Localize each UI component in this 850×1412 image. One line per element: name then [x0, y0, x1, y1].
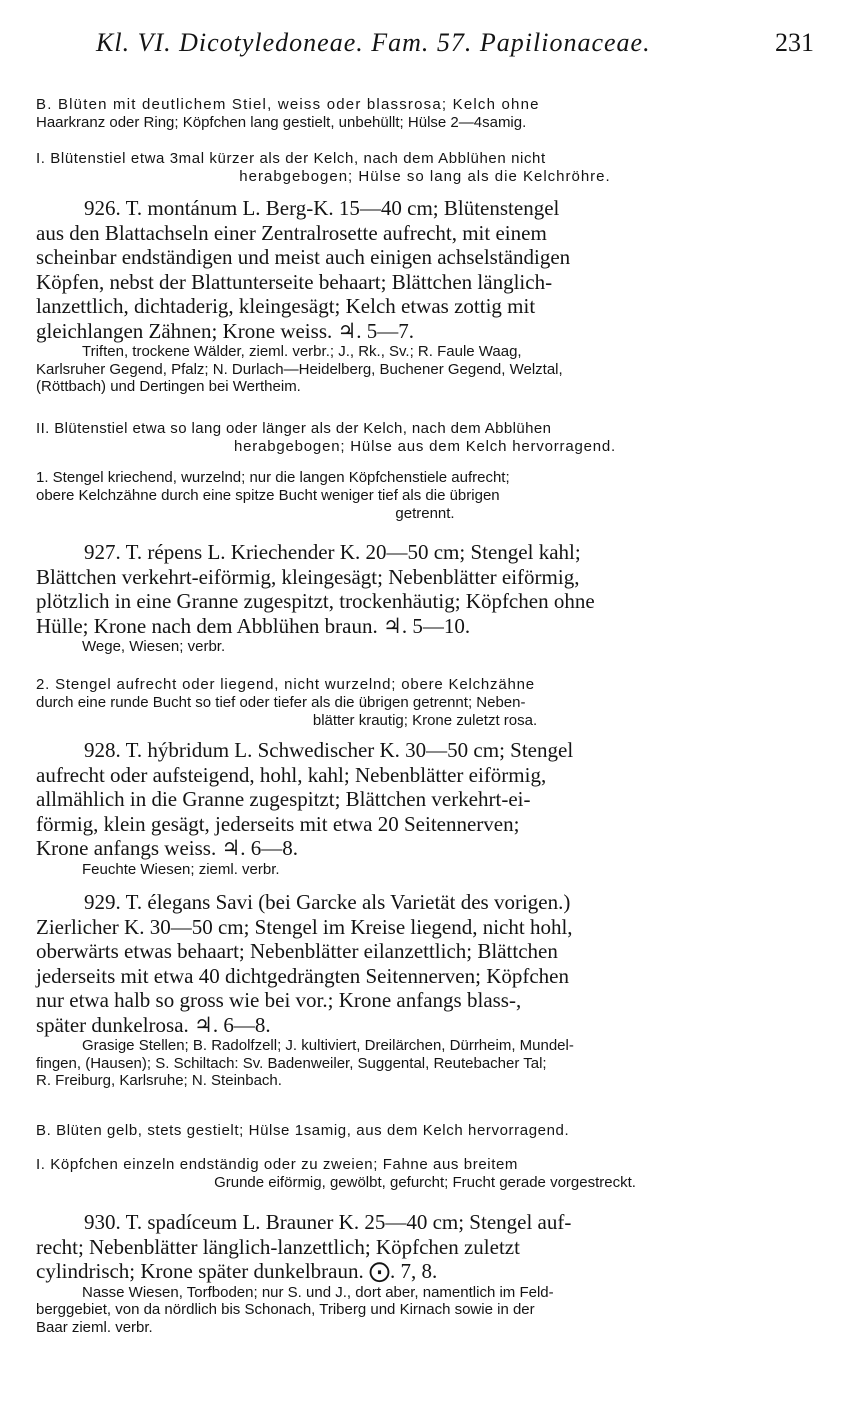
page: [36, 28, 814, 1336]
species-930-locality3: Baar zieml. verbr.: [36, 1318, 153, 1336]
species-929-locality2: fingen, (Hausen); S. Schiltach: Sv. Badenweiler, Suggental, Reutebacher Tal;: [36, 1054, 547, 1072]
key-1-line2: obere Kelchzähne durch eine spitze Bucht weniger tief als die übrigen: [36, 487, 500, 504]
species-926-line2: aus den Blattachseln einer Zentralrosette aufrecht, mit einem: [36, 220, 547, 245]
species-928-line4: förmig, klein gesägt, jederseits mit etwa 20 Seitennerven;: [36, 811, 520, 836]
species-927-line4: Hülle; Krone nach dem Abblühen braun. ♃. 5—10.: [36, 613, 471, 638]
species-926-line6: gleichlangen Zähnen; Krone weiss. ♃. 5—7.: [36, 318, 415, 343]
species-926-locality3: (Röttbach) und Dertingen bei Wertheim.: [36, 378, 301, 395]
species-929-line3: oberwärts etwas behaart; Nebenblätter eilanzettlich; Blättchen: [36, 939, 558, 963]
species-926-line4: Köpfen, nebst der Blattunterseite behaart; Blättchen länglich-: [36, 269, 553, 294]
running-header: [36, 28, 814, 68]
key-1-line1: 1. Stengel kriechend, wurzelnd; nur die langen Köpfchenstiele aufrecht;: [36, 469, 510, 486]
species-929-line6: später dunkelrosa. ♃. 6—8.: [36, 1012, 271, 1037]
key-2-line1: 2. Stengel aufrecht oder liegend, nicht wurzelnd; obere Kelchzähne: [36, 676, 535, 693]
key-b-line2: Haarkranz oder Ring; Köpfchen lang gestielt, unbehüllt; Hülse 2—4samig.: [36, 114, 527, 131]
key-i-line1: I. Blütenstiel etwa 3mal kürzer als der Kelch, nach dem Abblühen nicht: [36, 150, 546, 167]
species-928-line1: 928. T. hýbridum L. Schwedischer K. 30—50 cm; Stengel: [84, 738, 574, 762]
species-926-line3: scheinbar endständigen und meist auch einigen achselständigen: [36, 245, 571, 269]
species-927-line1: 927. T. répens L. Kriechender K. 20—50 cm; Stengel kahl;: [84, 540, 581, 564]
species-930-line1: 930. T. spadíceum L. Brauner K. 25—40 cm; Stengel auf-: [84, 1210, 572, 1234]
species-930: [36, 1210, 814, 1336]
species-929-locality3: R. Freiburg, Karlsruhe; N. Steinbach.: [36, 1072, 282, 1089]
species-928-line2: aufrecht oder aufsteigend, hohl, kahl; Nebenblätter eiförmig,: [36, 762, 547, 787]
species-930-locality1: Nasse Wiesen, Torfboden; nur S. und J., dort aber, namentlich im Feld-: [82, 1283, 554, 1301]
species-927-locality1: Wege, Wiesen; verbr.: [82, 638, 226, 655]
key-i-line2: herabgebogen; Hülse so lang als die Kelchröhre.: [239, 168, 611, 185]
species-930-line2: recht; Nebenblätter länglich-lanzettlich; Köpfchen zuletzt: [36, 1234, 520, 1259]
species-926: [36, 196, 814, 396]
key-ii-line2: herabgebogen; Hülse aus dem Kelch hervorragend.: [234, 438, 616, 455]
species-928-locality1: Feuchte Wiesen; zieml. verbr.: [82, 860, 280, 878]
species-926-line5: lanzettlich, dichtaderig, kleingesägt; Kelch etwas zottig mit: [36, 294, 536, 318]
key-1: [36, 469, 814, 523]
key-2-line2: durch eine runde Bucht so tief oder tiefer als die übrigen getrennt; Neben-: [36, 694, 526, 711]
species-928-line5: Krone anfangs weiss. ♃. 6—8.: [36, 836, 299, 860]
species-927: [36, 540, 814, 656]
species-929-line4: jederseits mit etwa 40 dichtgedrängten Seitennerven; Köpfchen: [36, 963, 569, 988]
species-928-line3: allmählich in die Granne zugespitzt; Blättchen verkehrt-ei-: [36, 787, 531, 811]
key-ii-line1: II. Blütenstiel etwa so lang oder länger als der Kelch, nach dem Abblühen: [36, 420, 552, 437]
key-ii: [36, 420, 814, 456]
species-929-line2: Zierlicher K. 30—50 cm; Stengel im Kreise liegend, nicht hohl,: [36, 914, 573, 939]
key-2-line3: blätter krautig; Krone zuletzt rosa.: [312, 712, 538, 729]
species-930-line3: cylindrisch; Krone später dunkelbraun. ⨀. 7, 8.: [36, 1259, 438, 1283]
species-929: [36, 890, 814, 1090]
species-929-line5: nur etwa halb so gross wie bei vor.; Krone anfangs blass-,: [36, 988, 522, 1012]
species-926-line1: 926. T. montánum L. Berg-K. 15—40 cm; Blütenstengel: [84, 196, 560, 220]
header-title: Kl. VI. Dicotyledoneae. Fam. 57. Papilionaceae.: [96, 28, 651, 57]
key-b-yellow: [36, 1122, 814, 1140]
species-927-line3: plötzlich in eine Granne zugespitzt, trockenhäutig; Köpfchen ohne: [36, 589, 595, 613]
key-2: [36, 676, 814, 730]
species-928: [36, 738, 814, 878]
key-b-line1: B. Blüten mit deutlichem Stiel, weiss oder blassrosa; Kelch ohne: [36, 96, 540, 113]
key-1-line3: getrennt.: [395, 505, 455, 522]
species-926-locality2: Karlsruher Gegend, Pfalz; N. Durlach—Heidelberg, Buchener Gegend, Welztal,: [36, 360, 563, 378]
species-929-locality1: Grasige Stellen; B. Radolfzell; J. kultiviert, Dreilärchen, Dürrheim, Mundel-: [82, 1037, 574, 1054]
key-i: [36, 150, 814, 186]
key-i-yellow-line2: Grunde eiförmig, gewölbt, gefurcht; Frucht gerade vorgestreckt.: [214, 1174, 636, 1191]
species-930-locality2: berggebiet, von da nördlich bis Schonach, Triberg und Kirnach sowie in der: [36, 1301, 535, 1318]
key-b: [36, 96, 814, 132]
key-i-yellow-line1: I. Köpfchen einzeln endständig oder zu zweien; Fahne aus breitem: [36, 1156, 519, 1173]
key-i-yellow: [36, 1156, 814, 1192]
page-number: 231: [775, 28, 814, 57]
species-926-locality1: Triften, trockene Wälder, zieml. verbr.; J., Rk., Sv.; R. Faule Waag,: [82, 343, 522, 360]
key-b-yellow-line1: B. Blüten gelb, stets gestielt; Hülse 1samig, aus dem Kelch hervorragend.: [36, 1122, 570, 1139]
species-929-line1: 929. T. élegans Savi (bei Garcke als Varietät des vorigen.): [84, 890, 571, 914]
species-927-line2: Blättchen verkehrt-eiförmig, kleingesägt; Nebenblätter eiförmig,: [36, 564, 580, 589]
